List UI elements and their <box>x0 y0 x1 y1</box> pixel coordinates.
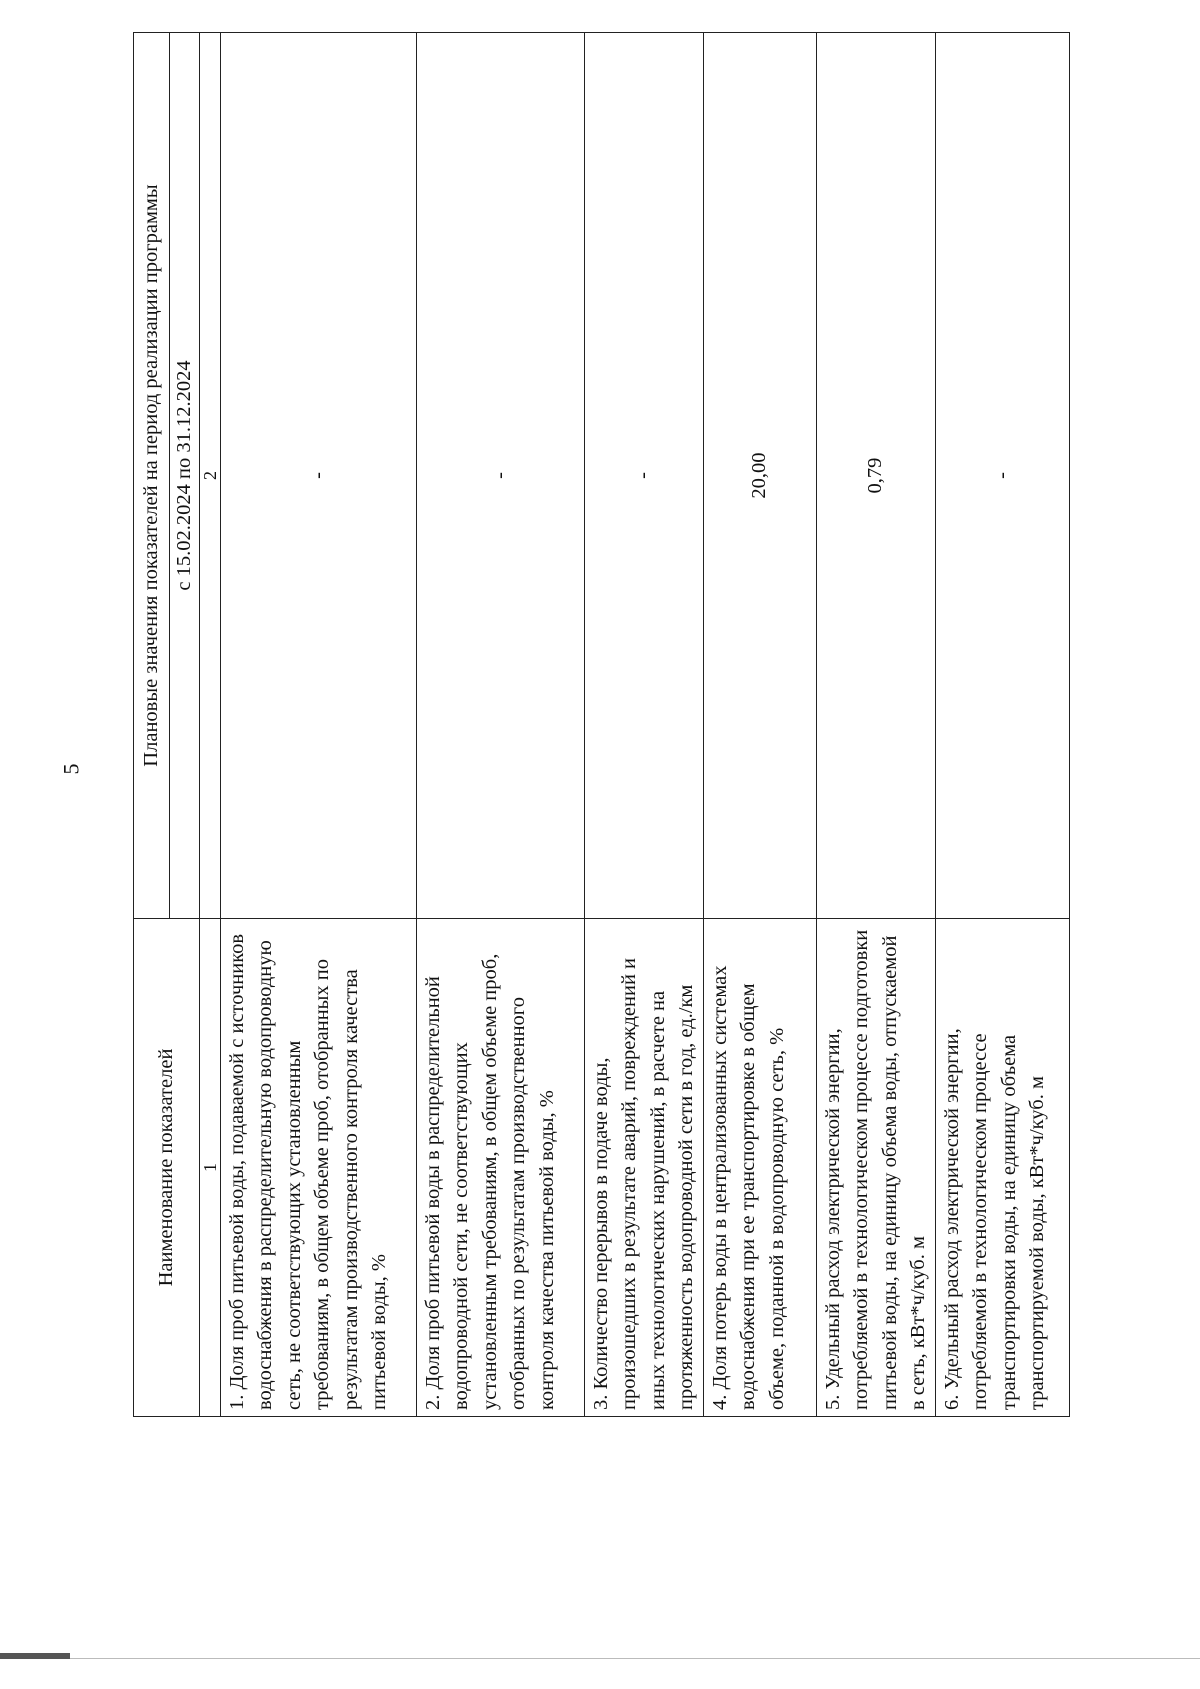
indicator-name: 5. Удельный расход электрической энергии, потребляемой в технологическом процессе подготовки питьевой воды, на единицу объема воды, отпускаемой в сеть, кВт*ч/куб. м <box>816 919 935 1417</box>
indicator-name: 4. Доля потерь воды в централизованных системах водоснабжения при ее транспортировке в общем объеме, поданной в водопроводную сеть, % <box>703 919 816 1417</box>
header-column-number-1: 1 <box>199 919 220 1417</box>
indicator-value: 20,00 <box>703 33 816 919</box>
header-planned-values: Плановые значения показателей на период реализации программы <box>134 33 170 919</box>
indicator-name: 2. Доля проб питьевой воды в распределительной водопроводной сети, не соответствующих установленным требованиям, в общем объеме проб, отобранных по результатам производственного контроля качества питьевой воды, % <box>416 919 584 1417</box>
header-indicator-name: Наименование показателей <box>134 919 200 1417</box>
indicator-name: 6. Удельный расход электрической энергии, потребляемой в технологическом процессе транспортировки воды, на единицу объема транспортируемой воды, кВт*ч/куб. м <box>935 919 1070 1417</box>
indicator-value: - <box>220 33 416 919</box>
table-row <box>416 33 584 1417</box>
indicator-value: - <box>416 33 584 919</box>
indicators-table-wrapper <box>133 33 1070 1417</box>
indicator-value: - <box>584 33 703 919</box>
indicator-name: 3. Количество перерывов в подаче воды, произошедших в результате аварий, повреждений и иных технологических нарушений, в расчете на протяженность водопроводной сети в год, ед./км <box>584 919 703 1417</box>
table-row <box>935 33 1070 1417</box>
table-row <box>584 33 703 1417</box>
table-row <box>816 33 935 1417</box>
table-row <box>703 33 816 1417</box>
header-column-number-2: 2 <box>199 33 220 919</box>
indicators-table <box>133 32 1070 1417</box>
table-row <box>220 33 416 1417</box>
indicator-name: 1. Доля проб питьевой воды, подаваемой с источников водоснабжения в распределительную водопроводную сеть, не соответствующих установленным требованиям, в общем объеме проб, отобранных по результатам производственного контроля качества питьевой воды, % <box>220 919 416 1417</box>
header-period: с 15.02.2024 по 31.12.2024 <box>170 33 200 919</box>
scan-edge-mark <box>0 1653 70 1659</box>
scan-edge-line <box>70 1658 1200 1659</box>
page-number: 5 <box>58 763 84 775</box>
indicator-value: - <box>935 33 1070 919</box>
indicator-value: 0,79 <box>816 33 935 919</box>
